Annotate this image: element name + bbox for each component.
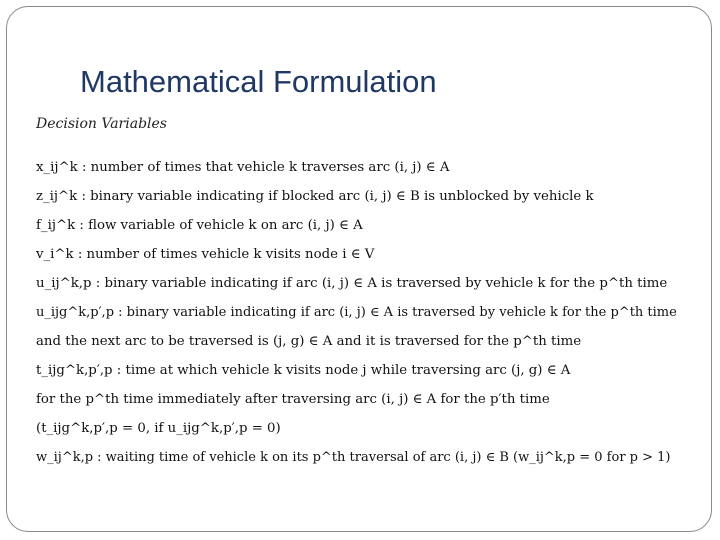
definition-line: u_ij^k,p : binary variable indicating if arc (i, j) ∈ A is traversed by vehicle k for the p^th time — [36, 276, 668, 291]
definition-line: t_ijg^k,p′,p : time at which vehicle k visits node j while traversing arc (j, g) ∈ A — [36, 363, 571, 378]
definition-line: and the next arc to be traversed is (j, g) ∈ A and it is traversed for the p^th time — [36, 334, 582, 349]
definition-line: f_ij^k : flow variable of vehicle k on arc (i, j) ∈ A — [36, 218, 363, 233]
definition-line: (t_ijg^k,p′,p = 0, if u_ijg^k,p′,p = 0) — [36, 421, 281, 436]
definition-line: v_i^k : number of times vehicle k visits node i ∈ V — [36, 247, 375, 262]
definition-line: u_ijg^k,p′,p : binary variable indicating if arc (i, j) ∈ A is traversed by vehicle k for the p^th time — [36, 305, 677, 320]
definition-line: x_ij^k : number of times that vehicle k traverses arc (i, j) ∈ A — [36, 160, 450, 175]
definition-line: for the p^th time immediately after traversing arc (i, j) ∈ A for the p′th time — [36, 392, 550, 407]
definition-line: w_ij^k,p : waiting time of vehicle k on its p^th traversal of arc (i, j) ∈ B (w_ij^k,p = 0 for p > 1) — [36, 450, 671, 465]
definition-line: z_ij^k : binary variable indicating if blocked arc (i, j) ∈ B is unblocked by vehicle k — [36, 189, 594, 204]
slide-title: Mathematical Formulation — [80, 64, 437, 99]
section-subtitle: Decision Variables — [36, 116, 167, 132]
